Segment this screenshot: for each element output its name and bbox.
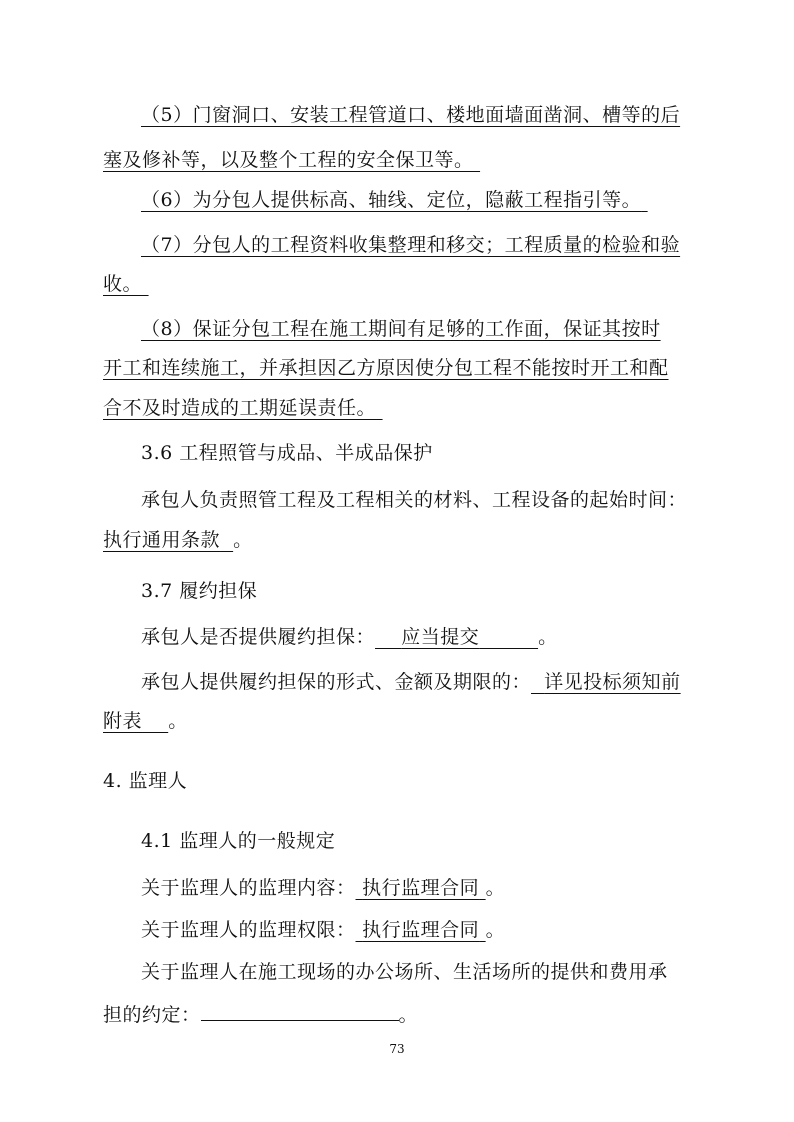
- section-4-1-heading: 4.1 监理人的一般规定: [141, 830, 336, 852]
- item-7-line-2: 收。: [103, 273, 143, 295]
- section-3-6-heading: 3.6 工程照管与成品、半成品保护: [141, 442, 433, 464]
- section-3-7-heading: 3.7 履约担保: [141, 580, 258, 602]
- office-provision-blank: [201, 1000, 399, 1021]
- item-6: （6）为分包人提供标高、轴线、定位，隐蔽工程指引等。: [141, 189, 642, 211]
- office-provision-line-1: 关于监理人在施工现场的办公场所、生活场所的提供和费用承: [141, 961, 668, 983]
- office-provision-line-2: 担的约定： 。: [103, 1000, 693, 1027]
- section-4-heading: 4. 监理人: [103, 770, 188, 792]
- item-5-line-1: （5）门窗洞口、安装工程管道口、楼地面墙面凿洞、槽等的后: [141, 104, 681, 126]
- item-8-line-1: （8）保证分包工程在施工期间有足够的工作面，保证其按时: [141, 318, 661, 340]
- guarantee-required-value: 应当提交: [401, 626, 480, 648]
- page-number: 73: [389, 1042, 405, 1056]
- supervision-content-value: 执行监理合同: [362, 877, 480, 899]
- guarantee-form-value: 详见投标须知前: [544, 671, 681, 693]
- supervision-content-line: 关于监理人的监理内容： 执行监理合同 。: [141, 877, 506, 899]
- supervision-authority-value: 执行监理合同: [362, 919, 480, 941]
- section-3-6-text: 承包人负责照管工程及工程相关的材料、工程设备的起始时间：: [141, 489, 688, 511]
- guarantee-form-line-2: 附表 。: [103, 710, 188, 732]
- item-5-line-2: 塞及修补等，以及整个工程的安全保卫等。: [103, 149, 474, 171]
- item-8-line-3: 合不及时造成的工期延误责任。: [103, 397, 377, 419]
- guarantee-form-line-1: 承包人提供履约担保的形式、金额及期限的： 详见投标须知前: [141, 671, 681, 693]
- item-8-line-2: 开工和连续施工，并承担因乙方原因使分包工程不能按时开工和配: [103, 357, 669, 379]
- performance-guarantee-question: 承包人是否提供履约担保： 应当提交 。: [141, 626, 558, 648]
- section-3-6-value-line: 执行通用条款 。: [103, 529, 253, 551]
- item-7-line-1: （7）分包人的工程资料收集整理和移交；工程质量的检验和验: [141, 234, 681, 256]
- supervision-authority-line: 关于监理人的监理权限： 执行监理合同 。: [141, 919, 506, 941]
- care-start-time-value: 执行通用条款: [103, 529, 221, 551]
